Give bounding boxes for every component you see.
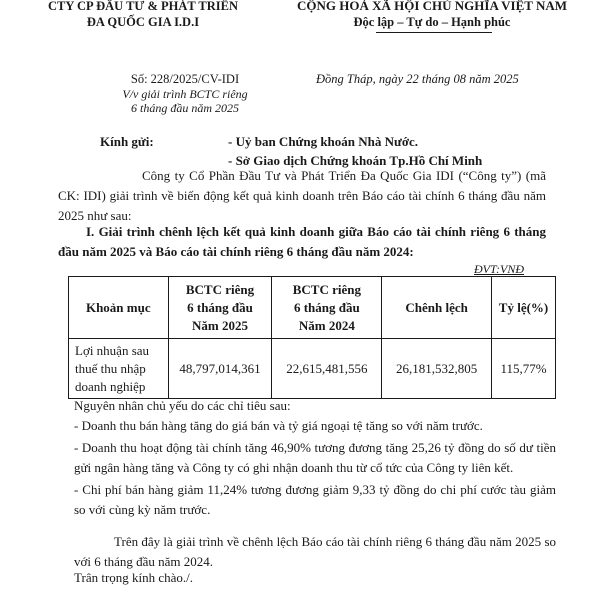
- cell-ratio: 115,77%: [492, 339, 556, 399]
- cell-item: [69, 339, 169, 399]
- document-number: Số: 228/2025/CV-IDI: [130, 72, 240, 86]
- cause-item-sales: - Doanh thu bán hàng tăng do giá bán và tỷ giá ngoại tệ tăng so với năm trước.: [74, 418, 483, 433]
- cause-item-financial: - Doanh thu hoạt động tài chính tăng 46,90% tương đương tăng 25,26 tỷ đồng do số dư tiền gửi ngân hàng tăng và Công ty có ghi nhận doanh thu từ cổ tức của Công ty liên kết.: [74, 440, 556, 475]
- document-subject-line2: 6 tháng đầu năm 2025: [131, 101, 239, 115]
- cell-difference: 26,181,532,805: [382, 339, 492, 399]
- header-2024: [272, 277, 382, 339]
- causes-list: [74, 416, 556, 522]
- table-header-row: [69, 277, 556, 339]
- place-date: Đồng Tháp, ngày 22 tháng 08 năm 2025: [316, 72, 519, 86]
- comparison-table: [68, 276, 556, 399]
- cell-item-line1: Lợi nhuận sau: [75, 342, 150, 358]
- header-ratio: Tỷ lệ(%): [492, 277, 556, 339]
- header-2024-line2: 6 tháng đầu: [293, 299, 360, 315]
- company-name-line1: CTY CP ĐẦU TƯ & PHÁT TRIỂN: [47, 0, 239, 13]
- header-difference: Chênh lệch: [382, 277, 492, 339]
- motto-underline: [376, 32, 492, 33]
- table-row: [69, 339, 556, 399]
- header-2025: [168, 277, 272, 339]
- company-header: [38, 0, 248, 30]
- cell-2025: 48,797,014,361: [168, 339, 272, 399]
- cell-item-line2: thuế thu nhập: [75, 360, 146, 376]
- header-item: Khoản mục: [69, 277, 169, 339]
- company-name-line2: ĐA QUỐC GIA I.D.I: [86, 15, 200, 29]
- recipient-hose: - Sở Giao dịch Chứng khoán Tp.Hồ Chí Minh: [228, 153, 483, 168]
- cell-item-line3: doanh nghiệp: [75, 378, 146, 394]
- section-heading: I. Giải trình chênh lệch kết quả kinh doanh giữa Báo cáo tài chính riêng 6 tháng đầu năm 2025 và Báo cáo tài chính riêng 6 tháng đầu năm 2024:: [58, 224, 546, 259]
- recipient-ssc: - Uỷ ban Chứng khoán Nhà Nước.: [228, 134, 419, 149]
- header-2024-line1: BCTC riêng: [292, 281, 361, 297]
- closing-line: Trân trọng kính chào./.: [74, 570, 194, 585]
- document-subject-line1: V/v giải trình BCTC riêng: [122, 87, 248, 101]
- header-2025-line3: Năm 2025: [192, 317, 248, 333]
- recipients-label: Kính gửi:: [100, 134, 154, 149]
- document-number-block: [80, 72, 290, 115]
- nation-header: [282, 0, 582, 30]
- nation-motto: Độc lập – Tự do – Hạnh phúc: [353, 15, 511, 29]
- intro-paragraph: Công ty Cổ Phần Đầu Tư và Phát Triển Đa Quốc Gia IDI (“Công ty”) (mã CK: IDI) giải trình về biến động kết quả kinh doanh trên Báo cáo tài chính 6 tháng đầu năm 2025 như sau:: [58, 168, 546, 223]
- cause-item-expenses: - Chi phí bán hàng giảm 11,24% tương đương giảm 9,33 tỷ đồng do chi phí cước tàu giảm so với cùng kỳ năm trước.: [74, 482, 556, 517]
- causes-intro: Nguyên nhân chủ yếu do các chỉ tiêu sau:: [74, 398, 291, 413]
- currency-unit: ĐVT:VNĐ: [474, 262, 525, 276]
- conclusion-paragraph: Trên đây là giải trình về chênh lệch Báo cáo tài chính riêng 6 tháng đầu năm 2025 so với 6 tháng đầu năm 2024.: [74, 534, 556, 569]
- cell-2024: 22,615,481,556: [272, 339, 382, 399]
- header-2025-line1: BCTC riêng: [185, 281, 255, 297]
- nation-title: CỘNG HOÀ XÃ HỘI CHỦ NGHĨA VIỆT NAM: [296, 0, 568, 13]
- header-2025-line2: 6 tháng đầu: [187, 299, 253, 315]
- header-2024-line3: Năm 2024: [298, 317, 355, 333]
